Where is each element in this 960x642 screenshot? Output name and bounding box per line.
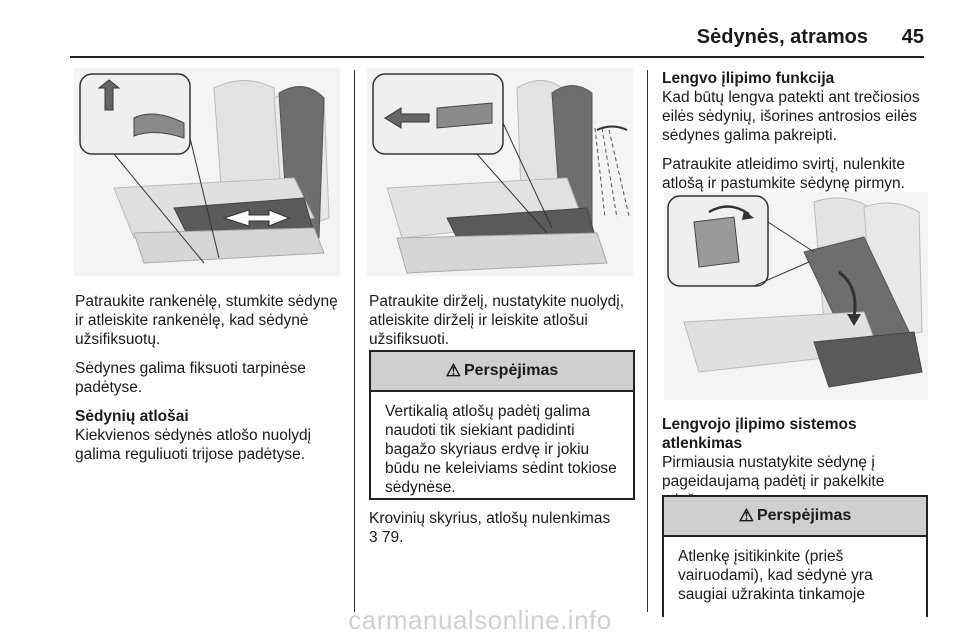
paragraph: Krovinių skyrius, atlošų nulenkimas — [369, 510, 611, 527]
warning-header — [664, 497, 926, 537]
paragraph: Patraukite dirželį, nustatykite nuolydį, atleiskite dirželį ir leiskite atlošui užsifiksuoti. — [369, 293, 625, 348]
section-heading: Sėdynių atlošai — [75, 408, 189, 425]
page-number: 45 — [901, 26, 924, 48]
column-2-text — [369, 292, 637, 359]
warning-title: Perspėjimas — [756, 507, 852, 524]
seat-slide-illustration — [74, 68, 340, 276]
section-heading: Lengvo įlipimo funkcija — [662, 70, 835, 87]
paragraph: Sėdynes galima fiksuoti tarpinėse padėtyse. — [75, 360, 306, 396]
section-heading: Lengvojo įlipimo sistemos atlenkimas — [662, 416, 857, 452]
paragraph: Kiekvienos sėdynės atlošo nuolydį galima reguliuoti trijose padėtyse. — [75, 427, 312, 463]
header-rule — [70, 56, 924, 58]
warning-body: Atlenkę įsitikinkite (prieš vairuodami), kad sėdynė yra saugiai užrakinta tinkamoje — [678, 548, 873, 603]
column-2-footer-text — [369, 509, 637, 547]
watermark: carmanualsonline.info — [348, 605, 612, 635]
page-reference: 3 79. — [369, 529, 404, 546]
warning-header — [371, 352, 633, 392]
paragraph: Pirmiausia nustatykite sėdynę į pageidaujamą padėtį ir pakelkite — [662, 454, 885, 490]
warning-title: Perspėjimas — [463, 362, 559, 379]
warning-body: Vertikalią atlošų padėtį galima naudoti tik siekiant padidinti bagažo skyriaus erdvę ir jokiu būdu ne keleiviams sėdint tokiose sėdynėse. — [385, 403, 617, 496]
page-header-title: Sėdynės, atramos — [696, 26, 868, 48]
column-divider — [647, 70, 648, 612]
column-divider — [354, 70, 355, 612]
paragraph: Patraukite rankenėlę, stumkite sėdynę ir atleiskite rankenėlę, kad sėdynė užsifiksuotų. — [75, 293, 338, 348]
column-3-text — [662, 69, 930, 203]
warning-box — [662, 495, 928, 617]
backrest-adjust-illustration — [367, 68, 633, 276]
warning-triangle-icon: ⚠ — [738, 506, 754, 525]
paragraph: Kad būtų lengva patekti ant trečiosios eilės sėdynių, išorines antrosios eilės sėdynes galima pakreipti. — [662, 89, 920, 144]
easy-entry-illustration — [664, 192, 928, 400]
column-1-text — [75, 292, 345, 474]
warning-triangle-icon: ⚠ — [445, 361, 461, 380]
warning-box — [369, 350, 635, 500]
paragraph: Patraukite atleidimo svirtį, nulenkite atlošą ir pastumkite sėdynę pirmyn. — [662, 156, 905, 192]
